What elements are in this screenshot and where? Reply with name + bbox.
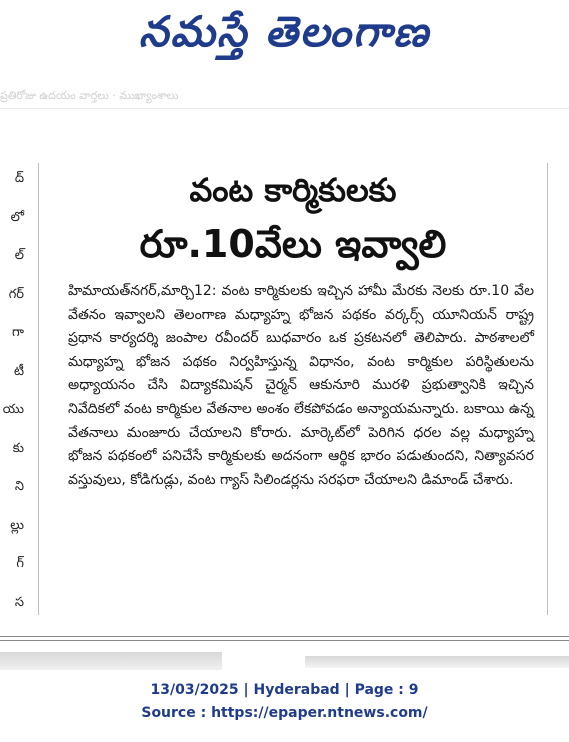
fragment: ని [14,479,24,494]
bottom-rule [0,640,569,641]
footer-date-line: 13/03/2025 | Hyderabad | Page : 9 [150,682,419,698]
article-body: హిమాయత్‌నగర్,మార్చి12: వంట కార్మికులకు ఇచ్చిన హామీ మేరకు నెలకు రూ.10 వేల వేతనం ఇవ్వాలని తెలంగాణ మధ్యాహ్న భోజన పథకం వర్కర్స్ యూనియన్ రాష్ట్ర ప్రధాన కార్యదర్శి జంపాల రవీందర్ బుధవారం ఒక ప్రకటనలో తెలిపారు. పాఠశాలలో మధ్యాహ్న భోజన పథకం నిర్వహిస్తున్న విధానం, వంట కార్మికుల పరిస్థితులను అధ్యాయనం చేసి విద్యాకమిషన్ చైర్మన్ ఆకునూరి మురళి ప్రభుత్వానికి ఇచ్చిన నివేదికలో వంట కార్మికుల వేతనాల అంశం లేకపోవడం అన్యాయమన్నారు. బకాయి ఉన్న వేతనాలు మంజూరు చేయాలని కోరారు. మార్కెట్‌లో పెరిగిన ధరల వల్ల మధ్యాహ్న భోజన పథకంలో పనిచేసే కార్మికులకు అదనంగా ఆర్థిక భారం పడుతుందని, నిత్యావసర వస్తువులు, కోడిగుడ్లు, వంట గ్యాస్ సిలిండర్లను సరఫరా చేయాలని డిమాండ్ చేశారు. [68,283,534,488]
newspaper-logo: నమస్తే తెలంగాణ [138,7,431,56]
fragment: ద్ [14,171,24,186]
headline-line-1: వంట కార్మికులకు [189,171,397,209]
fragment: గర్ [8,286,24,302]
fragment: గ్ [16,556,24,571]
adjacent-column-fragments [0,160,30,620]
next-article-fragment [0,649,569,675]
masthead [0,0,569,74]
fragment: గా [12,325,24,340]
header-strip-text: ప్రతిరోజు ఉదయం వార్తలు · ముఖ్యాంశాలు [0,89,179,102]
fragment: కు [12,440,24,456]
news-article [38,163,548,615]
bottom-rule [0,636,569,637]
header-strip [0,86,569,108]
footer-source-line: Source : https://epaper.ntnews.com/ [141,705,428,721]
fragment: లో [10,209,24,225]
faded-text-block [305,656,569,668]
fragment: ల్ [14,248,24,263]
fragment: టీ [13,363,24,379]
faded-text-block [0,652,222,670]
fragment: ల్లు [10,517,24,533]
headline-line-2: రూ.10వేలు ఇవ్వాలి [139,222,447,266]
fragment: యు [2,402,24,417]
fragment: స [14,594,24,610]
header-divider [0,108,569,109]
